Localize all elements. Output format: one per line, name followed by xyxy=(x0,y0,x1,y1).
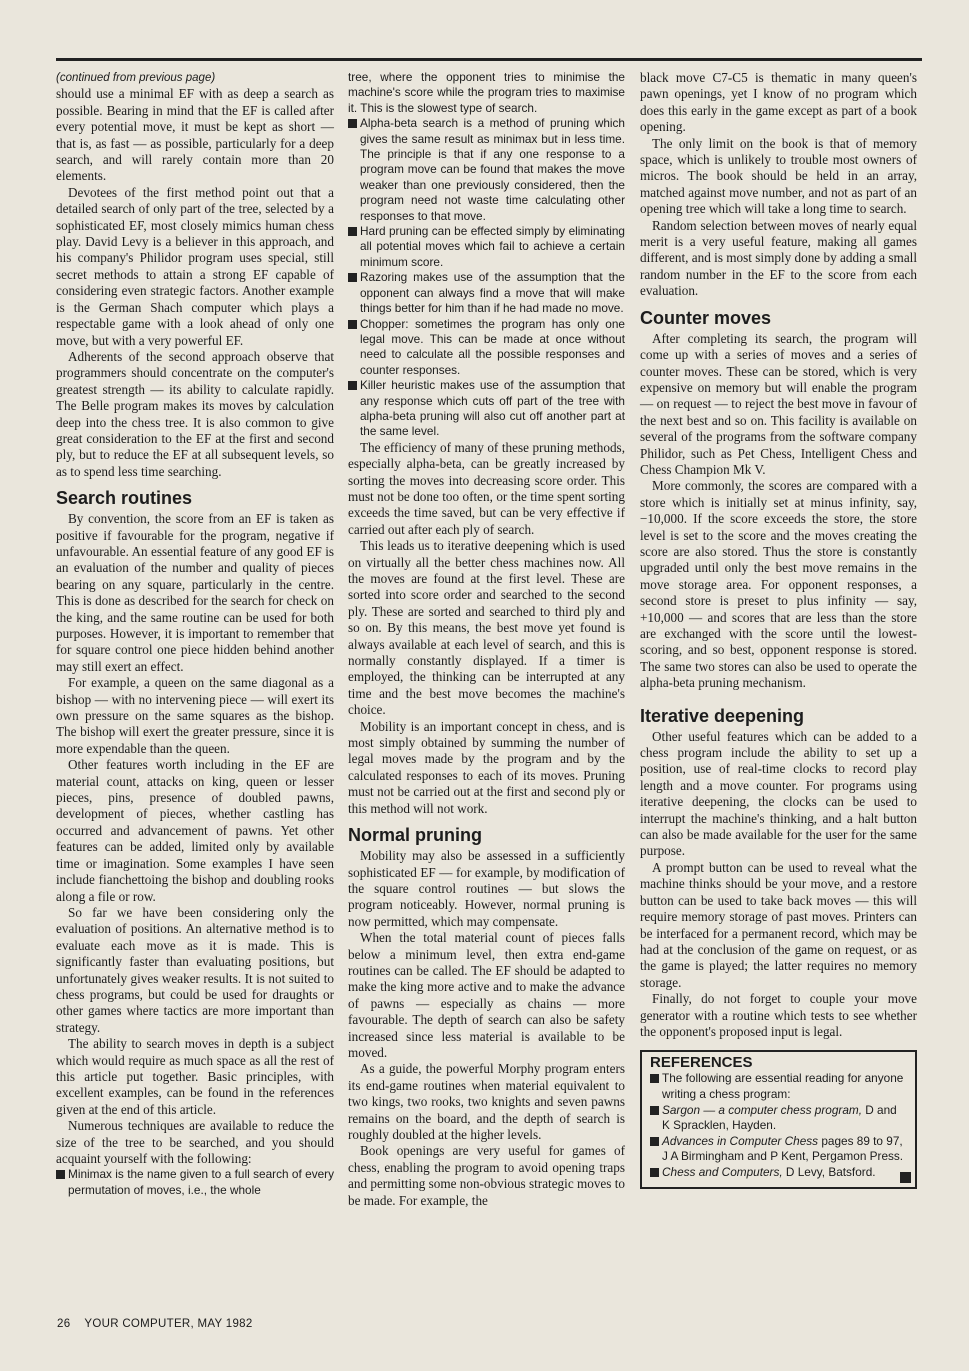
paragraph: should use a minimal EF with as deep a search as possible. Bearing in mind that the EF is called after every potential move, it must be kept as short — that is, as fast — as possible, particularly for a deep search, and will rarely contain more than 20 elements. xyxy=(56,86,334,184)
list-item: Hard pruning can be effected simply by eliminating all potential moves which fail to achieve a certain minimum score. xyxy=(348,224,625,270)
references-intro: The following are essential reading for anyone writing a chess program: xyxy=(650,1071,907,1102)
paragraph: So far we have been considering only the evaluation of positions. An alternative method is to evaluate each move as it is made. This is significantly faster than evaluating positions, but unfortunately gives weaker results. It is not suited to chess programs, but could be used for draughts or other games where tactics are more important than strategy. xyxy=(56,904,334,1035)
top-rule xyxy=(56,58,922,61)
section-heading: Search routines xyxy=(56,488,193,509)
paragraph: The efficiency of many of these pruning methods, especially alpha-beta, can be greatly increased by sorting the moves into decreasing score order. This must not be done too often, or the time spent sorting exceeds the time saved, but can be very effective if carried out after each ply of search. xyxy=(348,439,625,537)
paragraph: Random selection between moves of nearly equal merit is a very useful feature, making all games different, and is most simply done by adding a small random number in the EF to the score from each evaluation. xyxy=(640,217,917,299)
column-3 xyxy=(640,70,917,1189)
bullet-square-icon xyxy=(348,320,357,329)
column-1 xyxy=(56,70,334,1198)
paragraph: Finally, do not forget to couple your move generator with a routine which tests to see whether the opponent's proposed input is legal. xyxy=(640,991,917,1039)
bullet-square-icon xyxy=(56,1170,65,1179)
paragraph: Devotees of the first method point out that a detailed search of only part of the tree, selected by a sophisticated EF, most closely mimics human chess play. David Levy is a believer in this approach, and his company's Philidor program uses special, still secret methods to attain a strong EF capable of considering even strategic factors. Another example is the German Shach computer which plays a respectable game with a look ahead of only one move, but with a very powerful EF. xyxy=(56,184,334,348)
section-heading: Normal pruning xyxy=(348,825,482,846)
paragraph: Book openings are very useful for games of chess, enabling the program to avoid opening traps and permitting some non-obvious strategic moves to be made. For example, the xyxy=(348,1143,625,1208)
paragraph: A prompt button can be used to reveal what the machine thinks should be your move, and a restore button can be used to take back moves — this will require memory storage of past moves. Printers can be interfaced for a permanent record, which may be had at the conclusion of the game on request, or as the game is played; the latter requires no memory storage. xyxy=(640,859,917,990)
references-title: REFERENCES xyxy=(650,1054,753,1072)
reference-item: Chess and Computers, D Levy, Batsford. xyxy=(650,1165,907,1181)
paragraph: When the total material count of pieces falls below a minimum level, then extra end-game routines can be called. The EF should be adapted to make the king more active and to make the advance of pawns — especially as chains — more favourable. The depth of search can also be safety increased since less material is available to be moved. xyxy=(348,930,625,1060)
column-2 xyxy=(348,70,625,1209)
bullet-list xyxy=(348,70,625,440)
list-item: Minimax is the name given to a full search of every permutation of moves, i.e., the whole xyxy=(56,1167,334,1198)
page-number: 26 xyxy=(57,1318,71,1330)
paragraph: Mobility is an important concept in chess, and is most simply obtained by summing the number of legal moves made by the program and by the calculated responses to each of its moves. Pruning must not be carried out at the first and second ply or this method will not work. xyxy=(348,718,625,816)
paragraph: The ability to search moves in depth is a subject which would require as much space as all the rest of this article put together. Basic principles, with excellent examples, can be found in the references given at the end of this article. xyxy=(56,1036,334,1117)
paragraph: As a guide, the powerful Morphy program enters its end-game routines when material equivalent to two kings, two rooks, two knights and seven pawns remains on the board, and the depth of search is roughly doubled at the higher levels. xyxy=(348,1061,625,1142)
section-heading: Iterative deepening xyxy=(640,705,805,726)
bullet-square-icon xyxy=(650,1137,659,1146)
list-item: Razoring makes use of the assumption that the opponent can always find a move that will make things better for him than if he had made no move. xyxy=(348,270,625,316)
bullet-square-icon xyxy=(650,1168,659,1177)
paragraph: Other useful features which can be added to a chess program include the ability to set up a position, use of real-time clocks to record play length and a move counter. For programs using iterative deepening, the clocks can be used to interrupt the machine's thinking, and a halt button can also be made available for the user for the same purpose. xyxy=(640,728,917,859)
paragraph: The only limit on the book is that of memory space, which is unlikely to trouble most owners of micros. The book should be held in an array, matched against move number, and not as part of an opening tree which will take a long time to search. xyxy=(640,135,917,217)
bullet-square-icon xyxy=(348,381,357,390)
bullet-square-icon xyxy=(348,227,357,236)
paragraph: Mobility may also be assessed in a sufficiently sophisticated EF — for example, by modification of the square control routines — but slows the program noticeably. However, normal pruning is now permitted, which may compensate. xyxy=(348,848,625,929)
paragraph: After completing its search, the program will come up with a series of moves and a series of counter moves. These can be stored, which is very expensive on memory but will enable the program — on request — to reject the best move in favour of the next best and so on. This facility is available on several of the programs from the software company Philidor, such as Pet Chess, Intelligent Chess and Chess Champion Mk V. xyxy=(640,330,917,477)
references-box xyxy=(640,1050,917,1188)
paragraph: More commonly, the scores are compared with a store which is initially set at minus infinity, say, −10,000. If the score exceeds the store, the store level is set to the score and the moves creating the score are also stored. Thus the store is constantly upgraded until only the best move remains in the move storage area. For opponent responses, a second store is preset to plus infinity — say, +10,000 — and scores that are less than the store are exchanged with the score until the lowest-scoring, and so best, opponent response is stored. The same two stores can also be used to operate the alpha-beta pruning mechanism. xyxy=(640,478,917,691)
bullet-square-icon xyxy=(650,1106,659,1115)
list-item-continued: tree, where the opponent tries to minimise the machine's score while the program tries to maximise it. This is the slowest type of search. xyxy=(348,70,625,115)
list-item: Chopper: sometimes the program has only one legal move. This can be made at once without need to calculate all the possible responses and counter responses. xyxy=(348,317,625,379)
paragraph: By convention, the score from an EF is taken as positive if favourable for the program, negative if unfavourable. An essential feature of any good EF is an evaluation of the number and quality of pieces bearing on any square, particularly in the centre. This is done as described for the search for check on the king, and the same routine can be used for both purposes. However, it is important to remember that for square control one piece hidden behind another may still exert an effect. xyxy=(56,511,334,674)
end-mark-icon xyxy=(900,1172,911,1183)
paragraph: black move C7-C5 is thematic in many queen's pawn openings, yet I know of no program which does this early in the game except as part of a book opening. xyxy=(640,70,917,135)
paragraph: Adherents of the second approach observe that programmers should concentrate on the computer's greatest strength — its ability to calculate rapidly. The Belle program makes its moves by calculation deep into the chess tree. It is also common to give great consideration to the EF at the first and second ply, but to reduce the EF at all subsequent levels, so as to spend less time searching. xyxy=(56,348,334,479)
page-footer xyxy=(57,1318,267,1330)
paragraph: Other features worth including in the EF are material count, attacks on king, queen or lesser pieces, pins, presence of doubled pawns, development of pieces, whether castling has occurred and advancement of pawns. Yet other features can be added, limited only by available time or imagination. Some examples I have seen include fianchettoing the bishop and doubling rooks along a file or row. xyxy=(56,757,334,904)
paragraph: Numerous techniques are available to reduce the size of the tree to be searched, and you should acquaint yourself with the following: xyxy=(56,1118,334,1166)
section-heading: Counter moves xyxy=(640,307,772,328)
list-item: Alpha-beta search is a method of pruning which gives the same result as minimax but in less time. The principle is that if any one response to a program move can be found that makes the move weaker than one previously considered, then the program need not waste time calculating other responses to that move. xyxy=(348,116,625,224)
paragraph: For example, a queen on the same diagonal as a bishop — with no intervening piece — will exert its own pressure on the same squares as the bishop. The bishop will exert the greater pressure, since it is more expendable than the queen. xyxy=(56,675,334,756)
publication-name: YOUR COMPUTER, MAY 1982 xyxy=(84,1318,253,1330)
reference-item: Sargon — a computer chess program, D and K Spracklen, Hayden. xyxy=(650,1103,907,1134)
list-item: Killer heuristic makes use of the assumption that any response which cuts off part of the tree with alpha-beta pruning will also cut off another part at the same level. xyxy=(348,378,625,440)
bullet-list xyxy=(56,1167,334,1198)
reference-item: Advances in Computer Chess pages 89 to 97, J A Birmingham and P Kent, Pergamon Press. xyxy=(650,1134,907,1165)
bullet-square-icon xyxy=(348,273,357,282)
continued-note: (continued from previous page) xyxy=(56,72,216,84)
paragraph: This leads us to iterative deepening which is used on virtually all the better chess machines now. All the moves are found at the first level. These are sorted into score order and searched to the second ply. These are sorted and searched to third ply and so on. By this means, the best move yet found is always available at each level of search, and this is normally constantly displayed. If a timer is employed, the thinking can be interrupted at any time and the best move becomes the machine's choice. xyxy=(348,538,625,718)
bullet-square-icon xyxy=(650,1074,659,1083)
bullet-square-icon xyxy=(348,119,357,128)
